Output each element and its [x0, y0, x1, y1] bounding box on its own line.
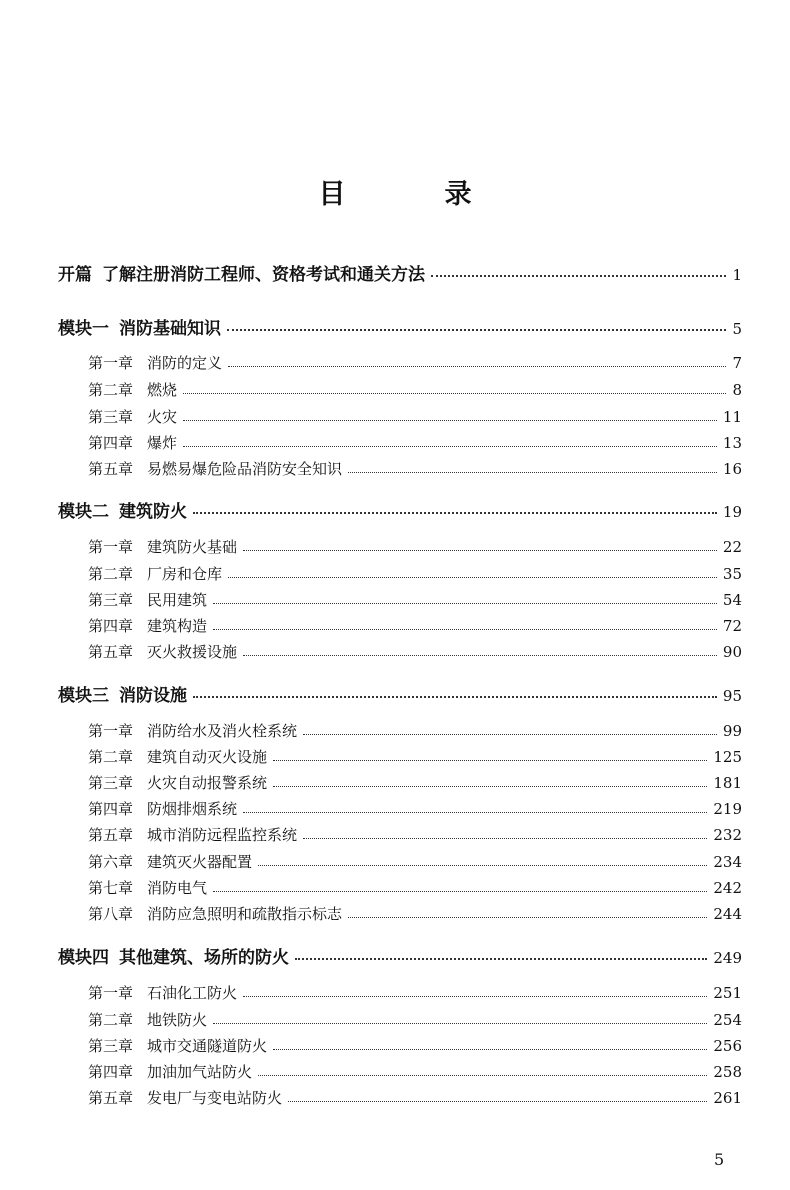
toc-entry-chapter[interactable]: [88, 1009, 742, 1030]
entry-page: 99: [722, 722, 742, 740]
entry-label: 第五章: [88, 826, 134, 844]
dot-leader: [213, 890, 707, 892]
entry-title: 建筑灭火器配置: [147, 853, 253, 871]
entry-title: 建筑防火: [119, 502, 187, 522]
entry-label: 模块一: [58, 319, 109, 339]
dot-leader: [243, 654, 717, 656]
toc-entry-chapter[interactable]: [88, 1087, 742, 1108]
entry-page: 244: [713, 905, 742, 923]
entry-label: 第四章: [88, 800, 134, 818]
entry-page: 90: [722, 643, 742, 661]
entry-page: 242: [713, 879, 742, 897]
toc-entry-chapter[interactable]: [88, 772, 742, 793]
dot-leader: [193, 511, 717, 514]
entry-title: 消防给水及消火栓系统: [147, 722, 298, 740]
dot-leader: [303, 733, 717, 735]
toc-entry-chapter[interactable]: [88, 798, 742, 819]
entry-page: 5: [732, 320, 742, 338]
entry-title: 灭火救援设施: [147, 643, 238, 661]
entry-label: 第二章: [88, 1011, 134, 1029]
entry-label: 第一章: [88, 984, 134, 1002]
toc-entry-chapter[interactable]: [88, 615, 742, 636]
entry-label: 模块二: [58, 502, 109, 522]
dot-leader: [243, 549, 717, 551]
entry-title: 建筑防火基础: [147, 538, 238, 556]
entry-label: 第四章: [88, 434, 134, 452]
entry-title: 建筑构造: [147, 617, 208, 635]
entry-title: 厂房和仓库: [147, 565, 223, 583]
toc-entry-chapter[interactable]: [88, 352, 742, 373]
dot-leader: [183, 419, 717, 421]
toc-entry-chapter[interactable]: [88, 982, 742, 1003]
toc-entry-chapter[interactable]: [88, 432, 742, 453]
entry-page: 8: [732, 381, 742, 399]
entry-label: 第四章: [88, 1063, 134, 1081]
dot-leader: [431, 274, 726, 277]
entry-page: 72: [722, 617, 742, 635]
toc-entry-chapter[interactable]: [88, 851, 742, 872]
entry-page: 261: [713, 1089, 742, 1107]
entry-page: 16: [722, 460, 742, 478]
entry-title: 民用建筑: [147, 591, 208, 609]
dot-leader: [273, 759, 707, 761]
entry-title: 加油加气站防火: [147, 1063, 253, 1081]
toc-entry-chapter[interactable]: [88, 746, 742, 767]
toc-entry-chapter[interactable]: [88, 1035, 742, 1056]
entry-title: 消防应急照明和疏散指示标志: [147, 905, 343, 923]
dot-leader: [258, 864, 707, 866]
entry-title: 消防的定义: [147, 354, 223, 372]
entry-title: 发电厂与变电站防火: [147, 1089, 283, 1107]
dot-leader: [243, 995, 707, 997]
entry-label: 第七章: [88, 879, 134, 897]
entry-title: 火灾自动报警系统: [147, 774, 268, 792]
entry-page: 1: [732, 266, 742, 284]
entry-title: 消防设施: [119, 686, 187, 706]
dot-leader: [303, 837, 707, 839]
entry-page: 22: [722, 538, 742, 556]
entry-title: 石油化工防火: [147, 984, 238, 1002]
entry-page: 11: [722, 408, 742, 426]
entry-page: 254: [713, 1011, 742, 1029]
entry-label: 模块四: [58, 948, 109, 968]
dot-leader: [213, 1022, 707, 1024]
entry-page: 234: [713, 853, 742, 871]
entry-title: 防烟排烟系统: [147, 800, 238, 818]
dot-leader: [295, 957, 707, 960]
entry-page: 258: [713, 1063, 742, 1081]
dot-leader: [273, 785, 707, 787]
entry-page: 54: [722, 591, 742, 609]
toc-entry-chapter[interactable]: [88, 406, 742, 427]
entry-page: 35: [722, 565, 742, 583]
entry-page: 256: [713, 1037, 742, 1055]
toc-entry-chapter[interactable]: [88, 563, 742, 584]
toc-entry-chapter[interactable]: [88, 824, 742, 845]
entry-label: 第一章: [88, 538, 134, 556]
entry-page: 181: [713, 774, 742, 792]
page-number: 5: [714, 1150, 725, 1169]
entry-label: 模块三: [58, 686, 109, 706]
dot-leader: [288, 1100, 707, 1102]
entry-label: 开篇: [58, 265, 92, 285]
entry-title: 了解注册消防工程师、资格考试和通关方法: [102, 265, 425, 285]
entry-label: 第六章: [88, 853, 134, 871]
dot-leader: [348, 916, 707, 918]
entry-label: 第二章: [88, 381, 134, 399]
entry-page: 125: [713, 748, 742, 766]
page-title: 目 录: [318, 179, 508, 210]
entry-label: 第五章: [88, 643, 134, 661]
entry-title: 燃烧: [147, 381, 178, 399]
entry-title: 建筑自动灭火设施: [147, 748, 268, 766]
dot-leader: [228, 365, 726, 367]
dot-leader: [348, 471, 717, 473]
entry-label: 第八章: [88, 905, 134, 923]
entry-label: 第一章: [88, 722, 134, 740]
dot-leader: [193, 695, 717, 698]
entry-title: 城市交通隧道防火: [147, 1037, 268, 1055]
toc-entry-chapter[interactable]: [88, 903, 742, 924]
entry-page: 13: [722, 434, 742, 452]
dot-leader: [258, 1074, 707, 1076]
toc-entry-module-1[interactable]: [58, 314, 742, 339]
toc-entry-chapter[interactable]: [88, 720, 742, 741]
entry-label: 第一章: [88, 354, 134, 372]
dot-leader: [183, 392, 726, 394]
entry-title: 火灾: [147, 408, 178, 426]
entry-label: 第四章: [88, 617, 134, 635]
dot-leader: [243, 811, 707, 813]
entry-label: 第三章: [88, 774, 134, 792]
toc-entry-chapter[interactable]: [88, 536, 742, 557]
entry-page: 95: [722, 687, 742, 705]
dot-leader: [213, 602, 717, 604]
toc-entry-chapter[interactable]: [88, 589, 742, 610]
entry-label: 第三章: [88, 591, 134, 609]
entry-page: 249: [713, 949, 742, 967]
toc-entry-chapter[interactable]: [88, 458, 742, 479]
toc-entry-module-4[interactable]: [58, 943, 742, 968]
dot-leader: [213, 628, 717, 630]
toc-entry-module-2[interactable]: [58, 497, 742, 522]
entry-title: 消防电气: [147, 879, 208, 897]
toc-entry-intro[interactable]: [58, 260, 742, 285]
toc-entry-module-3[interactable]: [58, 681, 742, 706]
toc-entry-chapter[interactable]: [88, 877, 742, 898]
entry-title: 地铁防火: [147, 1011, 208, 1029]
entry-page: 232: [713, 826, 742, 844]
entry-title: 爆炸: [147, 434, 178, 452]
entry-page: 251: [713, 984, 742, 1002]
entry-page: 219: [713, 800, 742, 818]
entry-label: 第二章: [88, 565, 134, 583]
entry-page: 7: [732, 354, 742, 372]
toc-entry-chapter[interactable]: [88, 641, 742, 662]
entry-page: 19: [722, 503, 742, 521]
entry-label: 第五章: [88, 460, 134, 478]
dot-leader: [183, 445, 717, 447]
dot-leader: [228, 576, 717, 578]
entry-label: 第三章: [88, 408, 134, 426]
entry-title: 其他建筑、场所的防火: [119, 948, 289, 968]
toc-entry-chapter[interactable]: [88, 1061, 742, 1082]
entry-title: 易燃易爆危险品消防安全知识: [147, 460, 343, 478]
entry-label: 第三章: [88, 1037, 134, 1055]
entry-label: 第五章: [88, 1089, 134, 1107]
entry-title: 消防基础知识: [119, 319, 221, 339]
dot-leader: [273, 1048, 707, 1050]
dot-leader: [227, 328, 726, 331]
toc-entry-chapter[interactable]: [88, 379, 742, 400]
entry-title: 城市消防远程监控系统: [147, 826, 298, 844]
entry-label: 第二章: [88, 748, 134, 766]
